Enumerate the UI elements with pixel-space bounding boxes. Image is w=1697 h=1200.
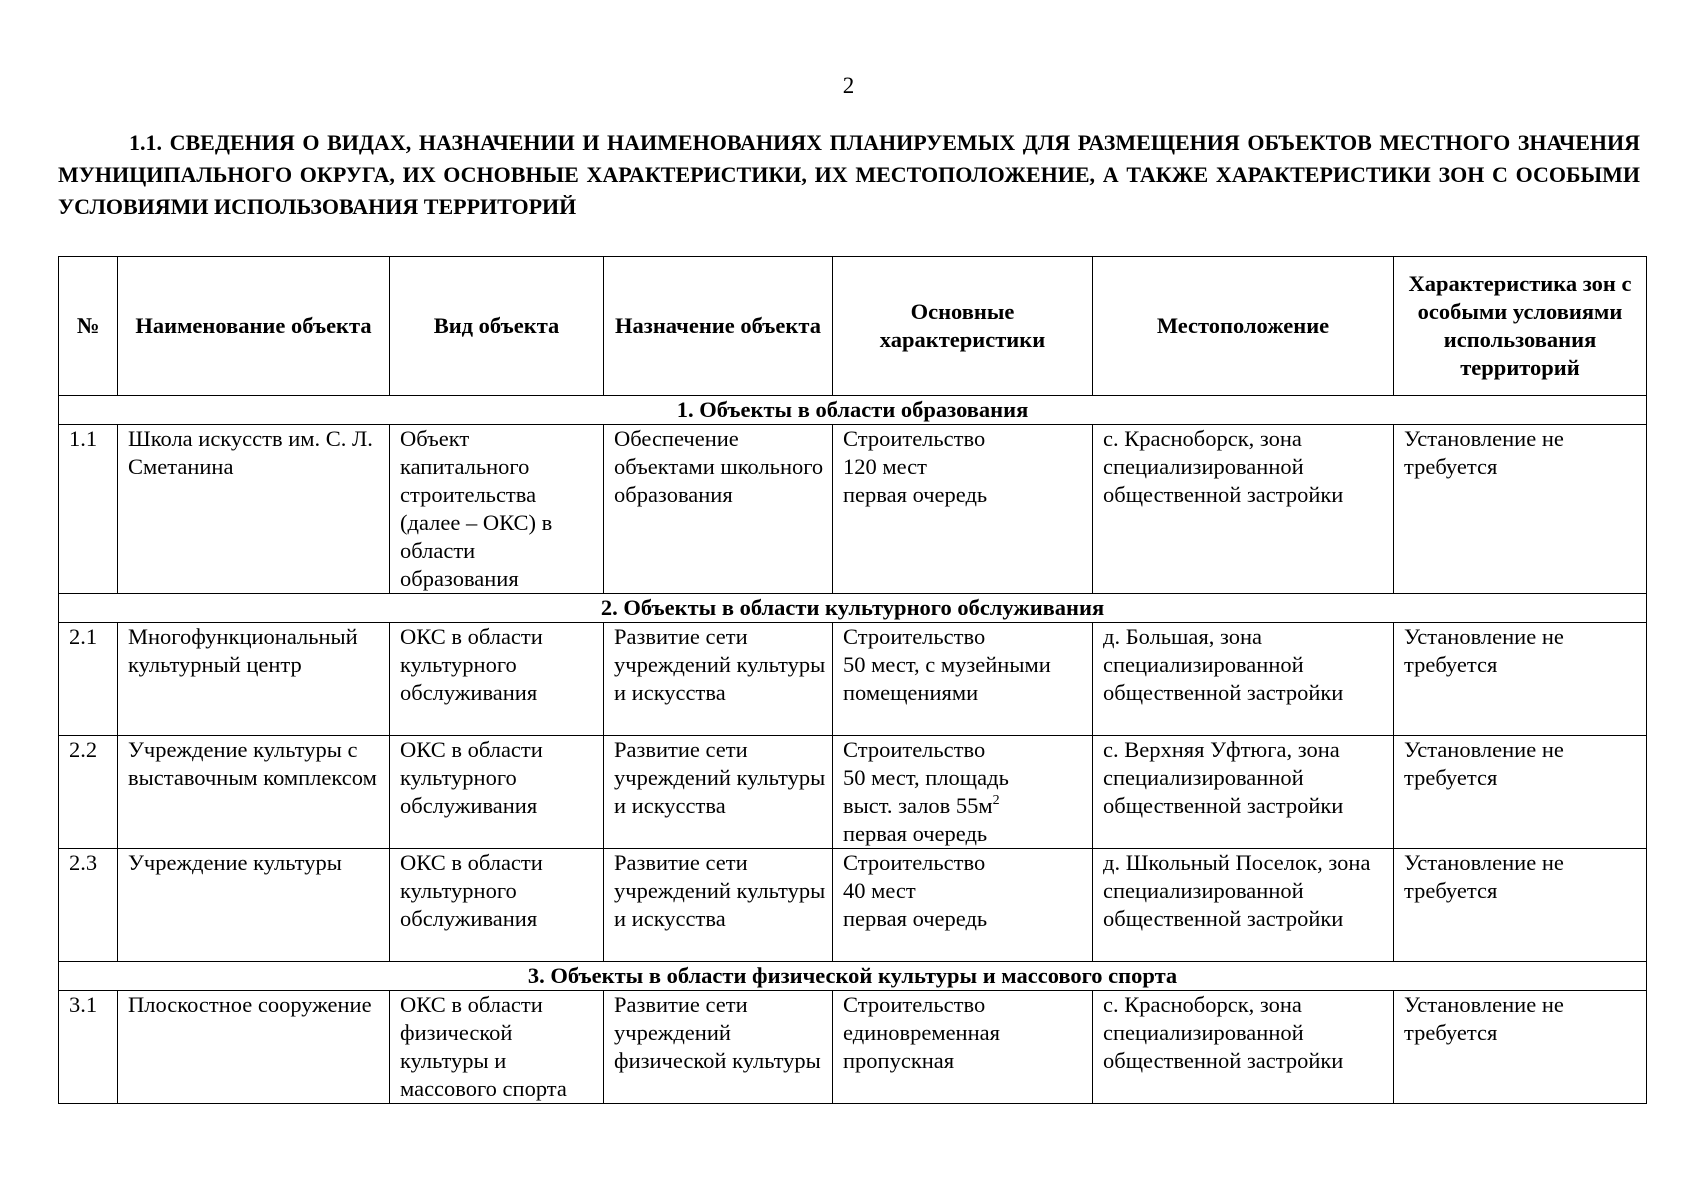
object-kind: ОКС в области культурного обслуживания: [390, 623, 604, 736]
object-purpose: Развитие сети учреждений физической культуры: [604, 991, 833, 1104]
characteristic-line: первая очередь: [843, 821, 988, 846]
object-purpose: Развитие сети учреждений культуры и искусства: [604, 849, 833, 962]
object-name: Школа искусств им. С. Л. Сметанина: [118, 425, 390, 594]
characteristic-line: Строительство: [843, 992, 986, 1017]
row-number: 2.3: [59, 849, 118, 962]
characteristic-line: 40 мест: [843, 878, 916, 903]
square-superscript: 2: [992, 793, 1000, 808]
characteristic-line: Строительство: [843, 624, 986, 649]
object-kind: ОКС в области культурного обслуживания: [390, 736, 604, 849]
header-purpose: Назначение объекта: [604, 257, 833, 396]
object-location: с. Красноборск, зона специализированной общественной застройки: [1093, 425, 1394, 594]
object-kind: Объект капитального строительства (далее – ОКС) в области образования: [390, 425, 604, 594]
object-location: д. Школьный Поселок, зона специализированной общественной застройки: [1093, 849, 1394, 962]
characteristic-line: 50 мест, площадь: [843, 765, 1009, 790]
object-characteristics: [833, 623, 1093, 736]
object-name: Учреждение культуры: [118, 849, 390, 962]
object-characteristics: [833, 991, 1093, 1104]
planned-objects-table: [58, 256, 1647, 1104]
object-characteristics: [833, 849, 1093, 962]
object-name: Многофункциональный культурный центр: [118, 623, 390, 736]
object-zones: Установление не требуется: [1394, 623, 1647, 736]
object-location: д. Большая, зона специализированной общественной застройки: [1093, 623, 1394, 736]
table-row: [59, 736, 1647, 849]
object-kind: ОКС в области физической культуры и массового спорта: [390, 991, 604, 1104]
section-title: 3. Объекты в области физической культуры и массового спорта: [59, 962, 1647, 991]
characteristic-line: первая очередь: [843, 906, 988, 931]
table-row: [59, 425, 1647, 594]
header-name: Наименование объекта: [118, 257, 390, 396]
table-header-row: [59, 257, 1647, 396]
object-name: Учреждение культуры с выставочным комплексом: [118, 736, 390, 849]
row-number: 3.1: [59, 991, 118, 1104]
header-kind: Вид объекта: [390, 257, 604, 396]
characteristic-line: 50 мест, с музейными помещениями: [843, 652, 1051, 705]
section-row: [59, 594, 1647, 623]
object-characteristics: [833, 736, 1093, 849]
header-location: Местоположение: [1093, 257, 1394, 396]
object-purpose: Обеспечение объектами школьного образования: [604, 425, 833, 594]
characteristic-line: Строительство: [843, 850, 986, 875]
header-num: №: [59, 257, 118, 396]
object-location: с. Верхняя Уфтюга, зона специализированной общественной застройки: [1093, 736, 1394, 849]
object-zones: Установление не требуется: [1394, 849, 1647, 962]
characteristic-line: первая очередь: [843, 482, 988, 507]
document-heading: 1.1. СВЕДЕНИЯ О ВИДАХ, НАЗНАЧЕНИИ И НАИМЕНОВАНИЯХ ПЛАНИРУЕМЫХ ДЛЯ РАЗМЕЩЕНИЯ ОБЪЕКТОВ МЕСТНОГО ЗНАЧЕНИЯ МУНИЦИПАЛЬНОГО ОКРУГА, ИХ ОСНОВНЫЕ ХАРАКТЕРИСТИКИ, ИХ МЕСТОПОЛОЖЕНИЕ, А ТАКЖЕ ХАРАКТЕРИСТИКИ ЗОН С ОСОБЫМИ УСЛОВИЯМИ ИСПОЛЬЗОВАНИЯ ТЕРРИТОРИЙ: [58, 130, 1640, 219]
hall-area-text: выст. залов 55м: [843, 793, 993, 818]
characteristic-line: 120 мест: [843, 454, 927, 479]
section-row: [59, 396, 1647, 425]
header-zones: Характеристика зон с особыми условиями использования территорий: [1394, 257, 1647, 396]
page-number: 2: [842, 73, 855, 98]
object-location: с. Красноборск, зона специализированной общественной застройки: [1093, 991, 1394, 1104]
object-zones: Установление не требуется: [1394, 736, 1647, 849]
characteristic-line: Строительство: [843, 426, 986, 451]
section-title: 1. Объекты в области образования: [59, 396, 1647, 425]
table-row: [59, 991, 1647, 1104]
section-row: [59, 962, 1647, 991]
characteristic-line: единовременная пропускная: [843, 1020, 1000, 1073]
object-zones: Установление не требуется: [1394, 991, 1647, 1104]
characteristic-line: Строительство: [843, 737, 986, 762]
table-row: [59, 623, 1647, 736]
section-title: 2. Объекты в области культурного обслуживания: [59, 594, 1647, 623]
object-kind: ОКС в области культурного обслуживания: [390, 849, 604, 962]
object-zones: Установление не требуется: [1394, 425, 1647, 594]
table-row: [59, 849, 1647, 962]
characteristic-line: [843, 792, 1086, 820]
object-purpose: Развитие сети учреждений культуры и искусства: [604, 623, 833, 736]
row-number: 2.2: [59, 736, 118, 849]
object-name: Плоскостное сооружение: [118, 991, 390, 1104]
row-number: 1.1: [59, 425, 118, 594]
object-characteristics: [833, 425, 1093, 594]
header-characteristics: Основные характеристики: [833, 257, 1093, 396]
object-purpose: Развитие сети учреждений культуры и искусства: [604, 736, 833, 849]
row-number: 2.1: [59, 623, 118, 736]
